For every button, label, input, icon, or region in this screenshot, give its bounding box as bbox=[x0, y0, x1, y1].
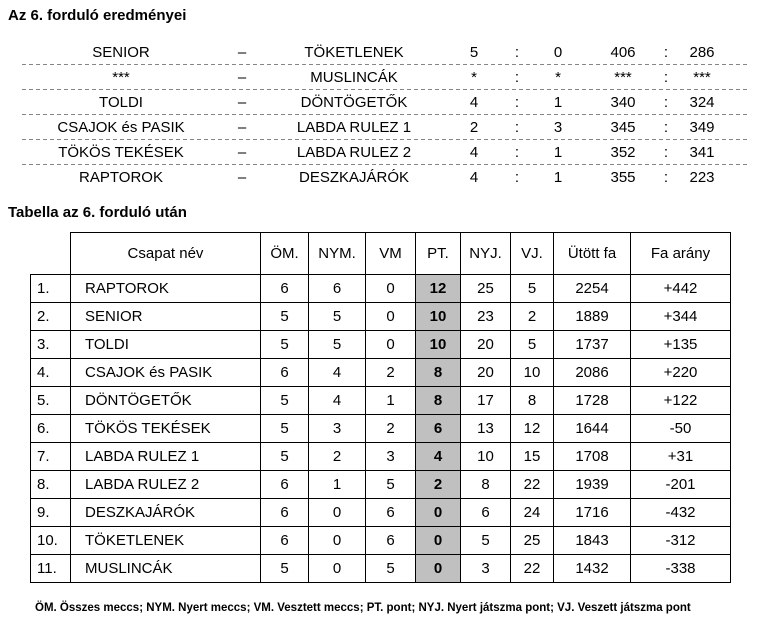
om-cell: 6 bbox=[261, 499, 309, 527]
fa-arany-cell: +442 bbox=[631, 275, 731, 303]
vj-cell: 5 bbox=[511, 331, 554, 359]
home-pin-count: 406 bbox=[610, 43, 636, 61]
away-pin-count: *** bbox=[693, 68, 711, 86]
utott-fa-cell: 2254 bbox=[554, 275, 631, 303]
rank-cell: 6. bbox=[31, 415, 71, 443]
header-team-name: Csapat név bbox=[71, 233, 261, 275]
results-list bbox=[0, 40, 757, 189]
om-cell: 6 bbox=[261, 275, 309, 303]
result-row bbox=[0, 40, 757, 64]
nym-cell: 4 bbox=[309, 359, 366, 387]
nyj-cell: 17 bbox=[461, 387, 511, 415]
vs-dash: – bbox=[237, 93, 247, 111]
nym-cell: 5 bbox=[309, 303, 366, 331]
home-team-name: *** bbox=[112, 68, 130, 86]
nyj-cell: 23 bbox=[461, 303, 511, 331]
fa-arany-cell: +122 bbox=[631, 387, 731, 415]
fa-arany-cell: +135 bbox=[631, 331, 731, 359]
home-pin-count: *** bbox=[614, 68, 632, 86]
nyj-cell: 8 bbox=[461, 471, 511, 499]
utott-fa-cell: 1939 bbox=[554, 471, 631, 499]
home-set-score: 4 bbox=[469, 93, 479, 111]
home-team-name: TOLDI bbox=[99, 93, 143, 111]
vs-dash: – bbox=[237, 143, 247, 161]
vj-cell: 22 bbox=[511, 555, 554, 583]
away-pin-count: 223 bbox=[689, 168, 715, 186]
fa-arany-cell: +344 bbox=[631, 303, 731, 331]
vm-cell: 6 bbox=[366, 499, 416, 527]
vm-cell: 5 bbox=[366, 555, 416, 583]
score-colon: : bbox=[514, 118, 520, 136]
header-vm: VM bbox=[366, 233, 416, 275]
rank-cell: 1. bbox=[31, 275, 71, 303]
home-set-score: * bbox=[471, 68, 477, 86]
away-pin-count: 341 bbox=[689, 143, 715, 161]
rank-cell: 5. bbox=[31, 387, 71, 415]
result-row bbox=[0, 115, 757, 139]
home-set-score: 4 bbox=[469, 143, 479, 161]
vj-cell: 25 bbox=[511, 527, 554, 555]
vm-cell: 5 bbox=[366, 471, 416, 499]
rank-cell: 3. bbox=[31, 331, 71, 359]
team-name-cell: DÖNTÖGETŐK bbox=[71, 387, 261, 415]
nyj-cell: 5 bbox=[461, 527, 511, 555]
pt-cell: 8 bbox=[416, 359, 461, 387]
table-row bbox=[31, 555, 731, 583]
fa-arany-cell: -201 bbox=[631, 471, 731, 499]
om-cell: 5 bbox=[261, 443, 309, 471]
utott-fa-cell: 1843 bbox=[554, 527, 631, 555]
team-name-cell: CSAJOK és PASIK bbox=[71, 359, 261, 387]
team-name-cell: TOLDI bbox=[71, 331, 261, 359]
result-row bbox=[0, 165, 757, 189]
om-cell: 5 bbox=[261, 387, 309, 415]
nym-cell: 0 bbox=[309, 527, 366, 555]
pt-cell: 6 bbox=[416, 415, 461, 443]
vm-cell: 0 bbox=[366, 275, 416, 303]
team-name-cell: MUSLINCÁK bbox=[71, 555, 261, 583]
standings-section-title: Tabella az 6. forduló után bbox=[8, 204, 187, 221]
pins-colon: : bbox=[663, 143, 669, 161]
table-row bbox=[31, 387, 731, 415]
home-pin-count: 352 bbox=[610, 143, 636, 161]
vm-cell: 6 bbox=[366, 527, 416, 555]
away-team-name: LABDA RULEZ 1 bbox=[296, 118, 412, 136]
away-set-score: 0 bbox=[553, 43, 563, 61]
vm-cell: 0 bbox=[366, 303, 416, 331]
home-team-name: SENIOR bbox=[92, 43, 150, 61]
home-set-score: 5 bbox=[469, 43, 479, 61]
home-set-score: 2 bbox=[469, 118, 479, 136]
table-row bbox=[31, 303, 731, 331]
pt-cell: 0 bbox=[416, 555, 461, 583]
result-row bbox=[0, 140, 757, 164]
vs-dash: – bbox=[237, 168, 247, 186]
away-set-score: 3 bbox=[553, 118, 563, 136]
header-vj: VJ. bbox=[511, 233, 554, 275]
pins-colon: : bbox=[663, 168, 669, 186]
om-cell: 5 bbox=[261, 415, 309, 443]
team-name-cell: TÖKETLENEK bbox=[71, 527, 261, 555]
away-team-name: DESZKAJÁRÓK bbox=[298, 168, 410, 186]
nym-cell: 1 bbox=[309, 471, 366, 499]
rank-cell: 4. bbox=[31, 359, 71, 387]
utott-fa-cell: 1728 bbox=[554, 387, 631, 415]
utott-fa-cell: 1737 bbox=[554, 331, 631, 359]
rank-cell: 11. bbox=[31, 555, 71, 583]
score-colon: : bbox=[514, 143, 520, 161]
om-cell: 6 bbox=[261, 471, 309, 499]
vj-cell: 10 bbox=[511, 359, 554, 387]
away-team-name: DÖNTÖGETŐK bbox=[300, 93, 408, 111]
home-pin-count: 355 bbox=[610, 168, 636, 186]
pt-cell: 0 bbox=[416, 527, 461, 555]
vm-cell: 2 bbox=[366, 415, 416, 443]
abbreviation-legend: ÖM. Összes meccs; NYM. Nyert meccs; VM. Vesztett meccs; PT. pont; NYJ. Nyert játszma pont; VJ. Veszett játszma pont bbox=[35, 602, 691, 614]
standings-table bbox=[30, 232, 731, 583]
team-name-cell: DESZKAJÁRÓK bbox=[71, 499, 261, 527]
pins-colon: : bbox=[663, 43, 669, 61]
vs-dash: – bbox=[237, 43, 247, 61]
table-row bbox=[31, 471, 731, 499]
vj-cell: 5 bbox=[511, 275, 554, 303]
header-nyj: NYJ. bbox=[461, 233, 511, 275]
nym-cell: 6 bbox=[309, 275, 366, 303]
pt-cell: 8 bbox=[416, 387, 461, 415]
pins-colon: : bbox=[663, 93, 669, 111]
rank-cell: 2. bbox=[31, 303, 71, 331]
fa-arany-cell: -312 bbox=[631, 527, 731, 555]
vj-cell: 2 bbox=[511, 303, 554, 331]
table-row bbox=[31, 527, 731, 555]
away-pin-count: 324 bbox=[689, 93, 715, 111]
away-pin-count: 349 bbox=[689, 118, 715, 136]
away-team-name: TÖKETLENEK bbox=[304, 43, 404, 61]
utott-fa-cell: 1889 bbox=[554, 303, 631, 331]
team-name-cell: LABDA RULEZ 2 bbox=[71, 471, 261, 499]
vj-cell: 8 bbox=[511, 387, 554, 415]
standings-tbody bbox=[31, 275, 731, 583]
nyj-cell: 13 bbox=[461, 415, 511, 443]
pt-cell: 4 bbox=[416, 443, 461, 471]
pt-cell: 12 bbox=[416, 275, 461, 303]
vj-cell: 15 bbox=[511, 443, 554, 471]
nyj-cell: 25 bbox=[461, 275, 511, 303]
rank-cell: 9. bbox=[31, 499, 71, 527]
away-pin-count: 286 bbox=[689, 43, 715, 61]
nyj-cell: 6 bbox=[461, 499, 511, 527]
header-fa-arany: Fa arány bbox=[631, 233, 731, 275]
nyj-cell: 20 bbox=[461, 331, 511, 359]
score-colon: : bbox=[514, 43, 520, 61]
home-set-score: 4 bbox=[469, 168, 479, 186]
vj-cell: 12 bbox=[511, 415, 554, 443]
om-cell: 6 bbox=[261, 527, 309, 555]
score-colon: : bbox=[514, 168, 520, 186]
table-row bbox=[31, 359, 731, 387]
vs-dash: – bbox=[237, 68, 247, 86]
team-name-cell: SENIOR bbox=[71, 303, 261, 331]
fa-arany-cell: -432 bbox=[631, 499, 731, 527]
fa-arany-cell: +220 bbox=[631, 359, 731, 387]
om-cell: 5 bbox=[261, 303, 309, 331]
fa-arany-cell: -338 bbox=[631, 555, 731, 583]
pt-cell: 10 bbox=[416, 303, 461, 331]
table-row bbox=[31, 443, 731, 471]
away-team-name: LABDA RULEZ 2 bbox=[296, 143, 412, 161]
nyj-cell: 3 bbox=[461, 555, 511, 583]
away-set-score: 1 bbox=[553, 168, 563, 186]
utott-fa-cell: 1644 bbox=[554, 415, 631, 443]
header-om: ÖM. bbox=[261, 233, 309, 275]
om-cell: 5 bbox=[261, 331, 309, 359]
pt-cell: 2 bbox=[416, 471, 461, 499]
team-name-cell: RAPTOROK bbox=[71, 275, 261, 303]
away-set-score: * bbox=[555, 68, 561, 86]
home-team-name: RAPTOROK bbox=[79, 168, 163, 186]
home-team-name: TÖKÖS TEKÉSEK bbox=[58, 143, 184, 161]
away-team-name: MUSLINCÁK bbox=[310, 68, 398, 86]
results-section-title: Az 6. forduló eredményei bbox=[8, 7, 187, 24]
fa-arany-cell: -50 bbox=[631, 415, 731, 443]
nym-cell: 5 bbox=[309, 331, 366, 359]
pins-colon: : bbox=[663, 118, 669, 136]
utott-fa-cell: 1716 bbox=[554, 499, 631, 527]
rank-header-blank bbox=[31, 233, 71, 275]
vm-cell: 2 bbox=[366, 359, 416, 387]
score-colon: : bbox=[514, 68, 520, 86]
nyj-cell: 20 bbox=[461, 359, 511, 387]
header-utott-fa: Ütött fa bbox=[554, 233, 631, 275]
om-cell: 5 bbox=[261, 555, 309, 583]
home-pin-count: 345 bbox=[610, 118, 636, 136]
table-row bbox=[31, 499, 731, 527]
nym-cell: 2 bbox=[309, 443, 366, 471]
vm-cell: 3 bbox=[366, 443, 416, 471]
table-row bbox=[31, 275, 731, 303]
vj-cell: 22 bbox=[511, 471, 554, 499]
nym-cell: 3 bbox=[309, 415, 366, 443]
result-row bbox=[0, 90, 757, 114]
pins-colon: : bbox=[663, 68, 669, 86]
team-name-cell: LABDA RULEZ 1 bbox=[71, 443, 261, 471]
nym-cell: 4 bbox=[309, 387, 366, 415]
away-set-score: 1 bbox=[553, 93, 563, 111]
pt-cell: 0 bbox=[416, 499, 461, 527]
header-pt: PT. bbox=[416, 233, 461, 275]
away-set-score: 1 bbox=[553, 143, 563, 161]
table-row bbox=[31, 331, 731, 359]
table-row bbox=[31, 415, 731, 443]
rank-cell: 8. bbox=[31, 471, 71, 499]
pt-cell: 10 bbox=[416, 331, 461, 359]
vm-cell: 0 bbox=[366, 331, 416, 359]
team-name-cell: TÖKÖS TEKÉSEK bbox=[71, 415, 261, 443]
utott-fa-cell: 2086 bbox=[554, 359, 631, 387]
nym-cell: 0 bbox=[309, 555, 366, 583]
standings-header-row bbox=[31, 233, 731, 275]
result-row bbox=[0, 65, 757, 89]
header-nym: NYM. bbox=[309, 233, 366, 275]
vm-cell: 1 bbox=[366, 387, 416, 415]
rank-cell: 7. bbox=[31, 443, 71, 471]
vs-dash: – bbox=[237, 118, 247, 136]
vj-cell: 24 bbox=[511, 499, 554, 527]
rank-cell: 10. bbox=[31, 527, 71, 555]
nym-cell: 0 bbox=[309, 499, 366, 527]
fa-arany-cell: +31 bbox=[631, 443, 731, 471]
score-colon: : bbox=[514, 93, 520, 111]
om-cell: 6 bbox=[261, 359, 309, 387]
utott-fa-cell: 1708 bbox=[554, 443, 631, 471]
nyj-cell: 10 bbox=[461, 443, 511, 471]
home-team-name: CSAJOK és PASIK bbox=[57, 118, 185, 136]
home-pin-count: 340 bbox=[610, 93, 636, 111]
utott-fa-cell: 1432 bbox=[554, 555, 631, 583]
